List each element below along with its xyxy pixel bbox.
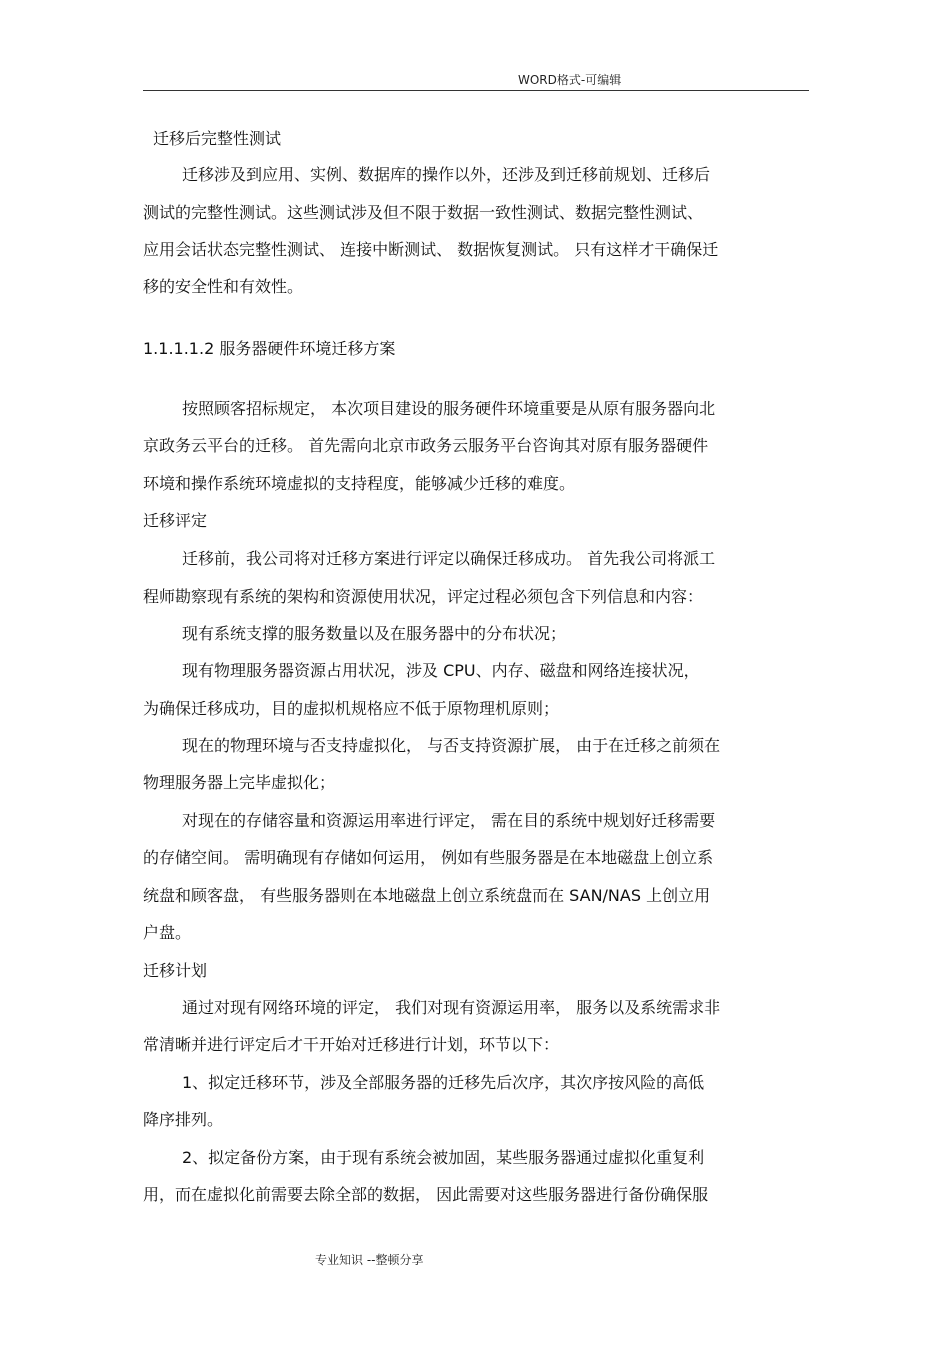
- text-line: 迁移计划: [143, 961, 208, 980]
- text-line: 物理服务器上完毕虚拟化；: [143, 773, 336, 792]
- text-line: 应用会话状态完整性测试、 连接中断测试、 数据恢复测试。 只有这样才干确保迁: [143, 240, 719, 259]
- text-line: 用，而在虚拟化前需要去除全部的数据， 因此需要对这些服务器进行备份确保服: [143, 1185, 709, 1204]
- text-line: 迁移后完整性测试: [153, 129, 282, 148]
- text-line: 测试的完整性测试。这些测试涉及但不限于数据一致性测试、数据完整性测试、: [143, 203, 704, 222]
- text-line: 京政务云平台的迁移。 首先需向北京市政务云服务平台咨询其对原有服务器硬件: [143, 436, 709, 455]
- text-line: 迁移前，我公司将对迁移方案进行评定以确保迁移成功。 首先我公司将派工: [182, 549, 716, 568]
- text-line: 迁移涉及到应用、实例、数据库的操作以外，还涉及到迁移前规划、迁移后: [182, 165, 711, 184]
- text-line: 1、拟定迁移环节，涉及全部服务器的迁移先后次序，其次序按风险的高低: [182, 1073, 705, 1092]
- header-text: WORD格式-可编辑: [518, 73, 622, 87]
- text-line: 对现在的存储容量和资源运用率进行评定， 需在目的系统中规划好迁移需要: [182, 811, 716, 830]
- text-line: 移的安全性和有效性。: [143, 277, 304, 296]
- text-line: 1.1.1.1.2 服务器硬件环境迁移方案: [143, 339, 396, 358]
- page-header: [143, 70, 809, 91]
- text-line: 2、拟定备份方案，由于现有系统会被加固，某些服务器通过虚拟化重复利: [182, 1148, 705, 1167]
- text-line: 降序排列。: [143, 1110, 224, 1129]
- text-line: 常清晰并进行评定后才干开始对迁移进行计划，环节以下：: [143, 1035, 560, 1054]
- text-line: 迁移评定: [143, 511, 208, 530]
- text-line: 环境和操作系统环境虚拟的支持程度，能够减少迁移的难度。: [143, 474, 576, 493]
- text-line: 户盘。: [143, 923, 192, 942]
- text-line: 的存储空间。 需明确现有存储如何运用， 例如有些服务器是在本地磁盘上创立系: [143, 848, 714, 867]
- text-line: 现有物理服务器资源占用状况，涉及 CPU、内存、磁盘和网络连接状况，: [182, 661, 700, 680]
- page-footer: 专业知识 --整顿分享: [315, 1253, 424, 1267]
- text-line: 按照顾客招标规定， 本次项目建设的服务硬件环境重要是从原有服务器向北: [182, 399, 716, 418]
- text-line: 程师勘察现有系统的架构和资源使用状况，评定过程必须包含下列信息和内容：: [143, 587, 704, 606]
- text-line: 统盘和顾客盘， 有些服务器则在本地磁盘上创立系统盘而在 SAN/NAS 上创立用: [143, 886, 711, 905]
- text-line: 现在的物理环境与否支持虚拟化， 与否支持资源扩展， 由于在迁移之前须在: [182, 736, 721, 755]
- text-line: 为确保迁移成功，目的虚拟机规格应不低于原物理机原则；: [143, 699, 560, 718]
- text-line: 通过对现有网络环境的评定， 我们对现有资源运用率， 服务以及系统需求非: [182, 998, 721, 1017]
- text-line: 现有系统支撑的服务数量以及在服务器中的分布状况；: [182, 624, 567, 643]
